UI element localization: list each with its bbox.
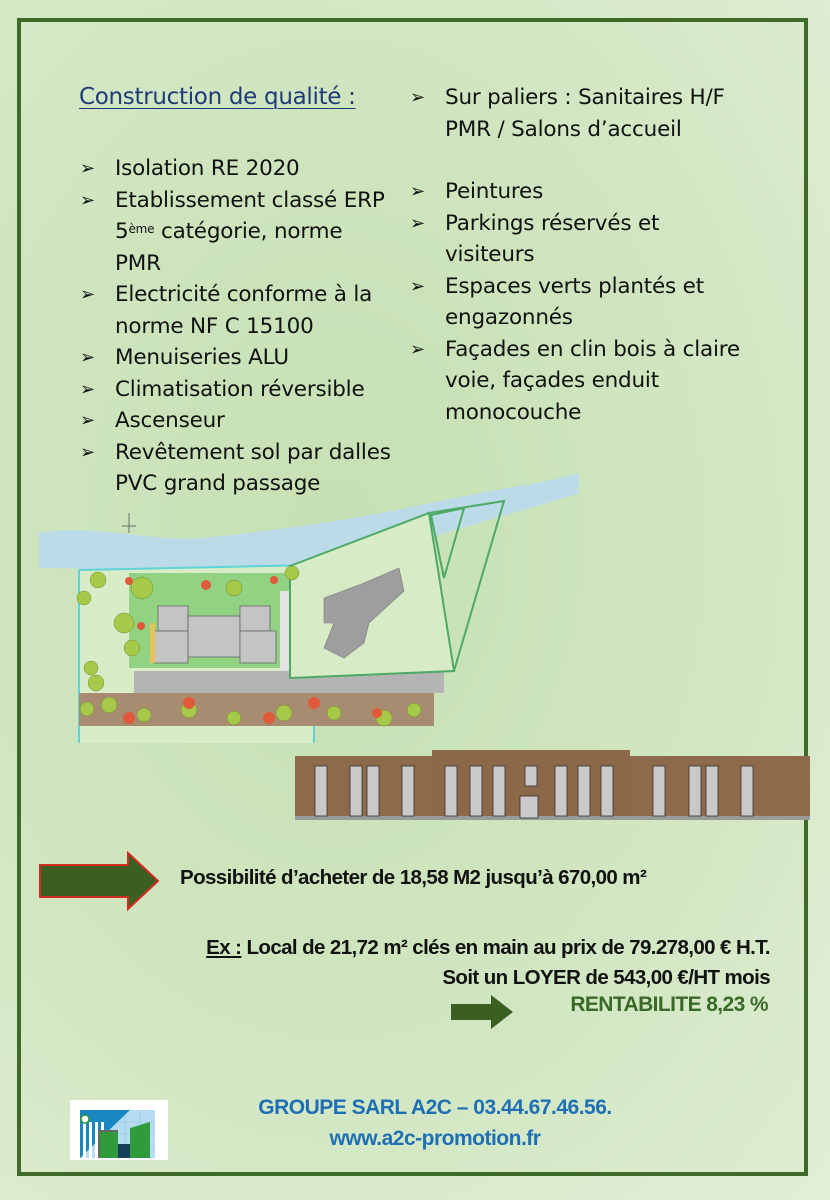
arrow-bullet-icon: ➢ [80, 441, 95, 463]
arrow-bullet-icon: ➢ [80, 189, 95, 211]
feature-item: ➢ Revêtement sol par dalles PVC grand passage [80, 437, 420, 500]
feature-item: ➢ Ascenseur [80, 405, 420, 437]
features-list-left [80, 153, 420, 500]
arrow-right-icon [38, 851, 160, 911]
offer-text: Possibilité d’acheter de 18,58 M2 jusqu’à 670,00 m² [180, 866, 647, 889]
company-name-phone: GROUPE SARL A2C – 03.44.67.46.56. [258, 1096, 612, 1119]
feature-item: ➢ Sur paliers : Sanitaires H/F PMR / Salons d’accueil [410, 82, 735, 145]
features-list-right [410, 82, 740, 428]
company-website-link[interactable]: www.a2c-promotion.fr [329, 1127, 541, 1150]
arrow-right-icon [451, 995, 513, 1029]
feature-item: ➢ Climatisation réversible [80, 374, 420, 406]
feature-item: ➢ Espaces verts plantés et engazonnés [410, 271, 755, 334]
arrow-bullet-icon: ➢ [410, 181, 425, 202]
arrow-bullet-icon: ➢ [410, 212, 425, 234]
site-plan-image [34, 473, 604, 743]
arrow-bullet-icon: ➢ [410, 338, 425, 360]
rentabilite-text: RENTABILITE 8,23 % [570, 993, 768, 1016]
arrow-bullet-icon: ➢ [410, 275, 425, 297]
arrow-bullet-icon: ➢ [80, 378, 95, 400]
arrow-bullet-icon: ➢ [80, 158, 95, 179]
arrow-bullet-icon: ➢ [80, 284, 95, 305]
feature-item: ➢ Peintures [410, 176, 740, 208]
feature-item: ➢ Isolation RE 2020 [80, 153, 420, 185]
example-line-1: Ex : Local de 21,72 m² clés en main au prix de 79.278,00 € H.T. [206, 936, 770, 959]
feature-item: ➢ Etablissement classé ERP 5ème catégorie, norme PMR [80, 185, 420, 280]
arrow-bullet-icon: ➢ [410, 87, 425, 108]
feature-item: ➢ Menuiseries ALU [80, 342, 420, 374]
example-block [206, 933, 770, 993]
feature-item: ➢ Parkings réservés et visiteurs [410, 208, 720, 271]
example-label: Ex : [206, 936, 242, 959]
arrow-bullet-icon: ➢ [80, 347, 95, 368]
section-heading: Construction de qualité : [79, 84, 356, 110]
example-line-2: Soit un LOYER de 543,00 €/HT mois [442, 966, 770, 989]
feature-item: ➢ Electricité conforme à la norme NF C 15100 [80, 279, 420, 342]
building-facade-image [295, 748, 810, 826]
feature-item: ➢ Façades en clin bois à claire voie, façades enduit monocouche [410, 334, 775, 429]
arrow-bullet-icon: ➢ [80, 410, 95, 431]
